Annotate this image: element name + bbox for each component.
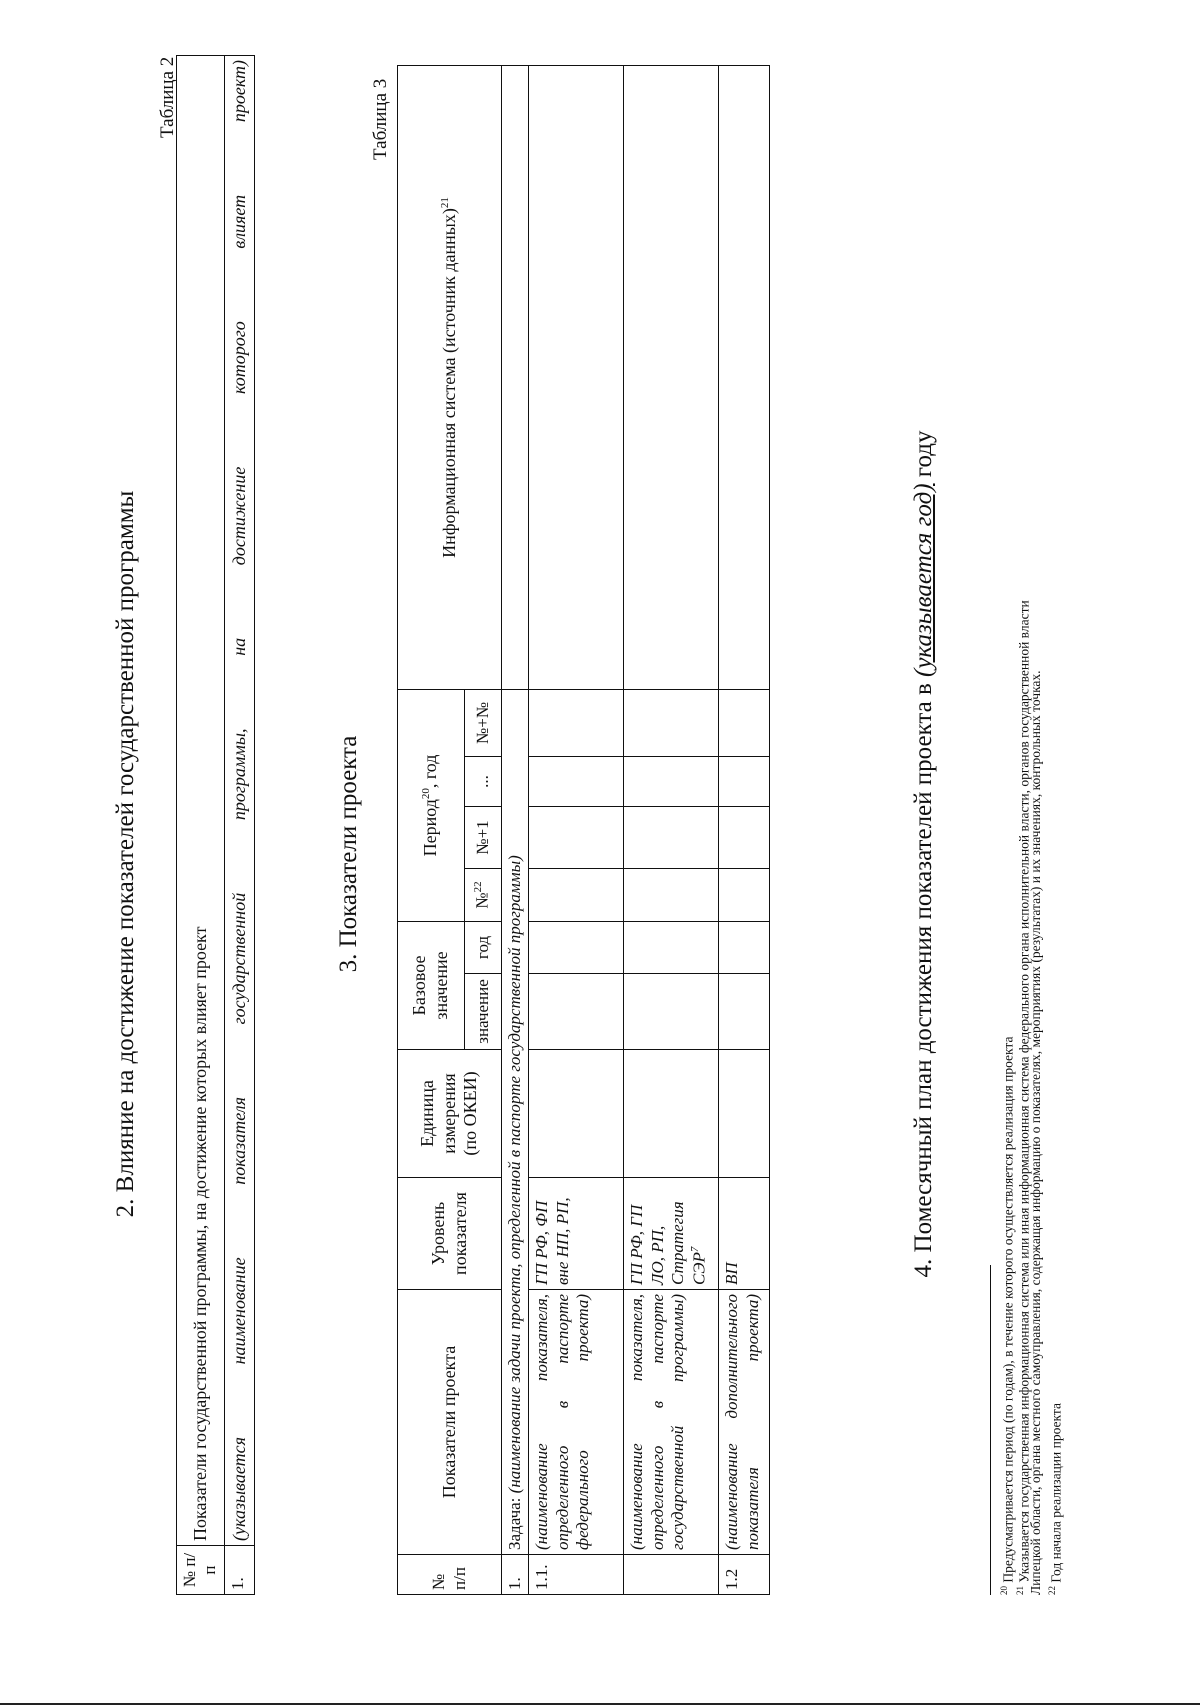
table3-task-empty (502, 66, 529, 690)
table3-header-period (398, 689, 465, 921)
table-row (719, 66, 770, 1595)
table3-cell (719, 756, 770, 806)
table2-header-row (177, 56, 225, 1595)
section3-title: 3. Показатели проекта (335, 735, 362, 973)
table3-row2-level-sup: 7 (688, 1246, 701, 1253)
section4-title-pre: 4. Помесячный план достижения показателей проекта в (910, 676, 937, 1278)
table3-row3-level: ВП (719, 1178, 770, 1290)
table2-row-num: 1. (224, 1546, 254, 1595)
table3-header-period-col-3: ... (465, 756, 502, 806)
footnote-20: $^{20}$ Предусматривается период (по годам), в течение которого осуществляется реализация проекта (999, 1036, 1016, 1595)
table3-cell (719, 66, 770, 690)
table3-cell (529, 921, 624, 973)
table3-cell (529, 756, 624, 806)
table-row (624, 66, 719, 1595)
table2-row (224, 56, 254, 1595)
table3-header-period-col-2: №+1 (465, 806, 502, 868)
table2-row-text: (указывается наименование показателя государственной программы, на достижение которого влияет проект) (224, 56, 254, 1546)
table3 (397, 65, 770, 1595)
table3-header-period-col-1-sup: 22 (472, 881, 485, 893)
table3-cell (529, 689, 624, 756)
table3-task-num: 1. (502, 1555, 529, 1595)
table3-header-period-label: Период (420, 799, 441, 857)
table3-row3-num: 1.2 (719, 1555, 770, 1595)
table3-cell (719, 1050, 770, 1178)
table3-header-unit-line1: Единица измерения (417, 1073, 459, 1154)
table3-task-cell (502, 689, 529, 1554)
table3-header-base-year: год (465, 921, 502, 973)
table3-cell (719, 921, 770, 973)
table3-task-row (502, 66, 529, 1595)
table2 (176, 55, 255, 1595)
section4-title-post: году (910, 430, 937, 484)
table3-task-prefix: Задача: (505, 1493, 524, 1550)
table3-header-info (398, 66, 502, 690)
footnote-22: $^{22}$ Год начала реализации проекта (1047, 1403, 1064, 1595)
table3-header-period-suffix: , год (420, 754, 441, 789)
table2-header-num: № п/п (177, 1546, 225, 1595)
table3-cell (624, 689, 719, 756)
table3-task-text: (наименование задачи проекта, определенной в паспорте государственной программы) (505, 855, 524, 1494)
table3-cell (529, 868, 624, 921)
table3-header-unit-line2: (по ОКЕИ) (460, 1071, 481, 1156)
table3-header-period-col-1: №$^{22}$ (465, 868, 502, 921)
table3-cell (624, 806, 719, 868)
table3-cell (624, 756, 719, 806)
footnote-21: $^{21}$ Указывается государственная информационная система или иная информационная система федерального органа исполнительной власти, органов государственной власти (1015, 600, 1032, 1595)
section2-title: 2. Влияние на достижение показателей государственной программы (112, 490, 139, 1218)
table3-cell (529, 66, 624, 690)
table3-row1-name: (наименование показателя, определенного в паспорте федерального проекта) (529, 1290, 624, 1555)
table3-header-level: Уровень показателя (398, 1178, 502, 1290)
table3-cell (719, 868, 770, 921)
table3-header-base-value: значение (465, 974, 502, 1050)
table2-label: Таблица 2 (157, 56, 178, 138)
table3-cell (719, 806, 770, 868)
table3-header-unit (398, 1050, 502, 1178)
table3-row1-num: 1.1. (529, 1555, 624, 1595)
table2-header-indicators: Показатели государственной программы, на достижение которых влияет проект (177, 56, 225, 1546)
footnote-21-continued: Липецкой области, органа местного самоуправления, содержащая информацию о показателях, мероприятиях (результатах) и их значениях, контрольных точках. (1028, 670, 1043, 1595)
table3-cell (624, 66, 719, 690)
table3-label: Таблица 3 (370, 78, 391, 160)
footnote-separator (990, 1265, 991, 1595)
table3-cell (529, 974, 624, 1050)
table3-cell (529, 806, 624, 868)
table3-cell (719, 974, 770, 1050)
section4-title (910, 0, 938, 1708)
table3-header-num: № п/п (398, 1555, 502, 1595)
table3-row3-name: (наименование дополнительного показателя проекта) (719, 1290, 770, 1555)
table3-row2-name: (наименование показателя, определенного в паспорте государственной программы) (624, 1290, 719, 1555)
table3-header-row-1 (398, 66, 465, 1595)
scan-edge-line (0, 1703, 1200, 1705)
table3-header-base: Базовое значение (398, 921, 465, 1049)
table3-header-indicator: Показатели проекта (398, 1290, 502, 1555)
table3-header-info-label: Информационная система (источник данных) (439, 208, 460, 558)
table3-cell (529, 1050, 624, 1178)
table3-cell (624, 868, 719, 921)
table3-row2-num (624, 1555, 719, 1595)
table3-cell (624, 921, 719, 973)
table3-header-period-sup: 20 (420, 788, 433, 800)
section4-title-year: (указывается год) (910, 483, 937, 677)
table3-header-period-col-4: №+№ (465, 689, 502, 756)
table3-header-info-sup: 21 (439, 197, 452, 209)
table3-row2-level: ГП РФ, ГП ЛО, РП, Стратегия СЭР$^7$ (624, 1178, 719, 1290)
table3-row1-level: ГП РФ, ФП вне НП, РП, (529, 1178, 624, 1290)
table3-cell (624, 1050, 719, 1178)
table3-cell (719, 689, 770, 756)
table-row (529, 66, 624, 1595)
table3-cell (624, 974, 719, 1050)
